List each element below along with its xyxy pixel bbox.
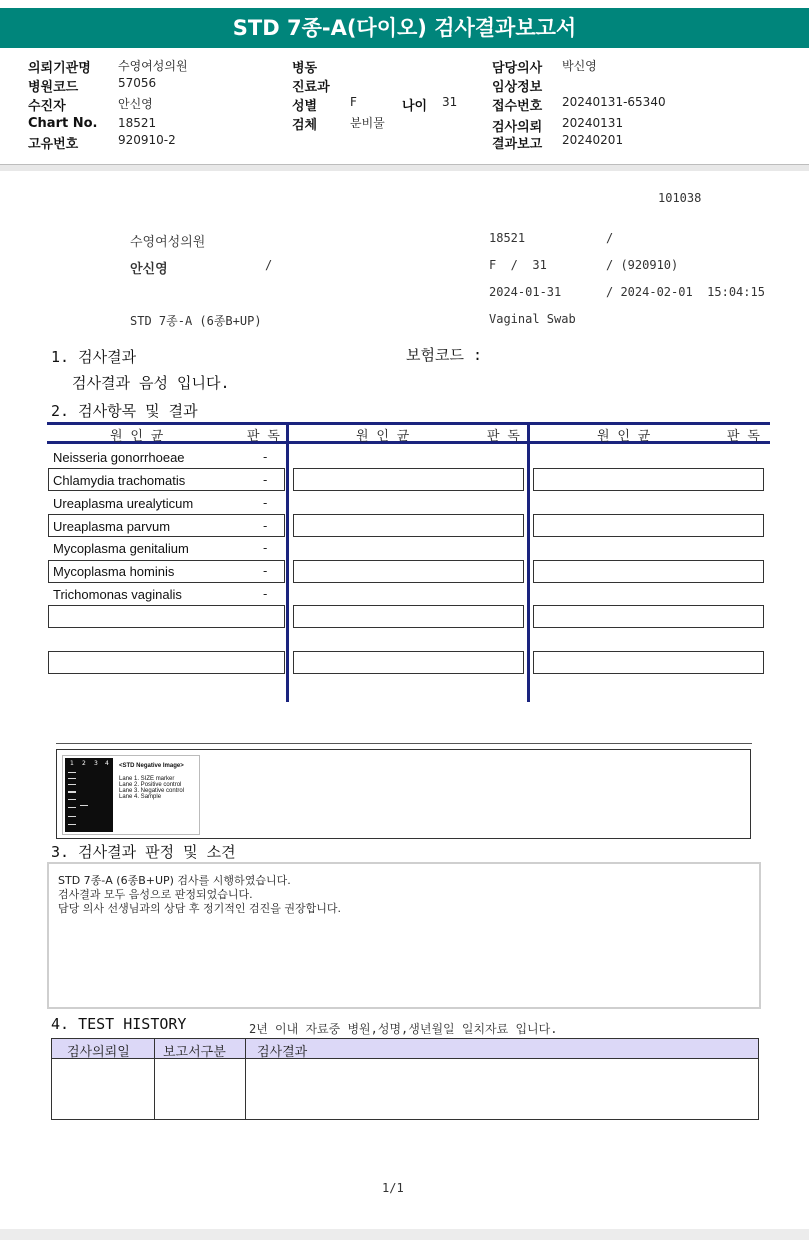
organism-result: -: [263, 450, 268, 464]
organism-name: Ureaplasma parvum: [53, 519, 171, 534]
doctor-label: 담당의사: [492, 61, 543, 76]
ward-label: 병동: [292, 61, 318, 76]
organism-name: Ureaplasma urealyticum: [53, 496, 194, 511]
request-date-value: 20240131: [562, 116, 624, 130]
chart-no-value: 18521: [118, 116, 157, 130]
accession-value: 20240131-65340: [562, 95, 666, 109]
report-sex-age: F / 31: [489, 258, 547, 272]
unique-id-label: 고유번호: [28, 137, 79, 152]
history-col-divider: [154, 1038, 155, 1120]
opinion-line: STD 7종-A (6종B+UP) 검사를 시행하였습니다.: [58, 874, 291, 887]
organism-result: -: [263, 587, 268, 601]
col-header-result-1: 판 독: [247, 429, 280, 444]
row-box: [533, 651, 764, 674]
opinion-line: 검사결과 모두 음성으로 판정되었습니다.: [58, 888, 253, 901]
report-date-value: 20240201: [562, 133, 624, 147]
gel-lane-label: 2: [82, 760, 86, 767]
unique-id-value: 920910-2: [118, 133, 176, 147]
gel-lane-label: 1: [70, 760, 74, 767]
col-header-organism-1: 원 인 균: [110, 429, 164, 444]
gel-image: [65, 758, 113, 832]
row-box: [533, 468, 764, 491]
chart-no-label: Chart No.: [28, 116, 98, 131]
gel-legend-item: Lane 4. Sample: [119, 794, 162, 800]
organism-result: -: [263, 496, 268, 510]
hospital-label: 의뢰기관명: [28, 61, 91, 76]
row-box: [293, 560, 524, 583]
col-header-organism-3: 원 인 균: [597, 429, 651, 444]
history-table-body: [51, 1058, 759, 1120]
hospital-code-value: 57056: [118, 76, 157, 90]
organism-result: -: [263, 519, 268, 533]
row-box: [293, 605, 524, 628]
history-table-header: [51, 1038, 759, 1059]
history-col-divider: [245, 1038, 246, 1120]
report-test-name: STD 7종-A (6종B+UP): [130, 314, 262, 328]
organism-name: Mycoplasma hominis: [53, 564, 175, 579]
patient-value: 안신영: [118, 97, 153, 111]
report-chart-slash: /: [606, 231, 614, 245]
organism-name: Mycoplasma genitalium: [53, 541, 189, 556]
age-value: 31: [442, 95, 458, 109]
organism-result: -: [263, 564, 268, 578]
result-summary: 검사결과 음성 입니다.: [72, 374, 230, 392]
row-box: [293, 514, 524, 537]
section1-heading: 1. 검사결과: [51, 348, 137, 366]
department-label: 진료과: [292, 80, 330, 95]
specimen-label: 검체: [292, 118, 318, 133]
report-hospital: 수영여성의원: [130, 235, 206, 250]
col-header-organism-2: 원 인 균: [356, 429, 410, 444]
request-date-label: 검사의뢰: [492, 120, 543, 135]
doctor-value: 박신영: [562, 59, 597, 73]
accession-label: 접수번호: [492, 99, 543, 114]
gel-thumbnail: [62, 755, 200, 835]
col-header-result-2: 판 독: [487, 429, 520, 444]
gel-legend-item: Lane 3. Negative control: [119, 788, 185, 794]
report-patient-slash: /: [265, 258, 273, 272]
report-date-label: 결과보고: [492, 137, 543, 152]
row-box: [293, 468, 524, 491]
row-box: [48, 651, 285, 674]
section4-heading: 4. TEST HISTORY: [51, 1015, 187, 1033]
report-date-received: 2024-01-31: [489, 285, 562, 299]
gel-legend-item: Lane 1. SIZE marker: [119, 776, 175, 782]
row-box: [293, 651, 524, 674]
report-chart: 18521: [489, 231, 526, 245]
opinion-line: 담당 의사 선생님과의 상담 후 정기적인 검진을 권장합니다.: [58, 902, 341, 915]
organism-name: Neisseria gonorrhoeae: [53, 450, 185, 465]
history-col-report-type: 보고서구분: [163, 1045, 226, 1060]
sex-label: 성별: [292, 99, 318, 114]
history-col-request-date: 검사의뢰일: [67, 1045, 130, 1060]
report-number: 101038: [658, 191, 702, 205]
sex-value: F: [350, 95, 357, 109]
gel-lane-label: 4: [105, 760, 109, 767]
section3-heading: 3. 검사결과 판정 및 소견: [51, 843, 236, 861]
header-info: [0, 50, 809, 162]
history-note: 2년 이내 자료중 병원,성명,생년월일 일치자료 입니다.: [249, 1022, 558, 1036]
row-box: [533, 514, 764, 537]
organism-result: -: [263, 473, 268, 487]
organism-name: Trichomonas vaginalis: [53, 587, 182, 602]
organism-result: -: [263, 541, 268, 555]
patient-label: 수진자: [28, 99, 66, 114]
opinion-box: [47, 862, 761, 1009]
gel-top-rule: [56, 743, 752, 744]
page-number: 1/1: [382, 1181, 404, 1195]
hospital-value: 수영여성의원: [118, 59, 188, 73]
gel-legend-item: Lane 2. Positive control: [119, 782, 182, 788]
gel-lane-label: 3: [94, 760, 98, 767]
section2-heading: 2. 검사항목 및 결과: [51, 402, 198, 420]
row-box: [533, 605, 764, 628]
col-header-result-3: 판 독: [727, 429, 760, 444]
report-patient: 안신영: [130, 262, 168, 277]
bottom-strip: [0, 1229, 809, 1240]
report-date-reported: / 2024-02-01 15:04:15: [606, 285, 765, 299]
organism-name: Chlamydia trachomatis: [53, 473, 186, 488]
specimen-value: 분비물: [350, 116, 385, 130]
report-title: STD 7종-A(다이오) 검사결과보고서: [0, 8, 809, 48]
report-specimen: Vaginal Swab: [489, 312, 576, 326]
row-box: [533, 560, 764, 583]
report-birth: / (920910): [606, 258, 679, 272]
header-separator: [0, 164, 809, 171]
column-divider-1: [286, 422, 289, 702]
column-divider-2: [527, 422, 530, 702]
hospital-code-label: 병원코드: [28, 80, 79, 95]
row-box: [48, 605, 285, 628]
clinical-info-label: 임상정보: [492, 80, 543, 95]
insurance-code-label: 보험코드 :: [406, 346, 483, 364]
age-label: 나이: [402, 99, 428, 114]
gel-title: <STD Negative Image>: [119, 763, 184, 769]
history-col-result: 검사결과: [257, 1045, 308, 1060]
